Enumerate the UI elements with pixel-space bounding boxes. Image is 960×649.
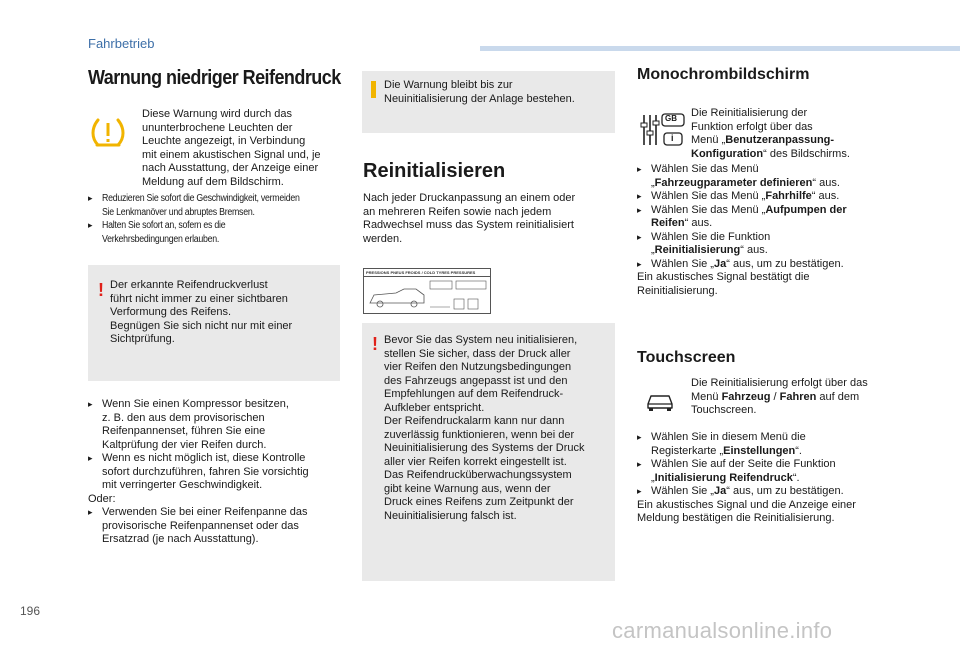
urgent-instructions: ▸ Reduzieren Sie sofort die Geschwindigkeit, vermeiden Sie Lenkmanöver und abruptes Bremsen. ▸ Halten Sie sofort an, sofern es die Verkehrsbedingungen erlauben. [88,193,300,245]
arrow-icon: ▸ [88,507,93,517]
page-title: Warnung niedriger Reifendruck [88,67,341,89]
reinit-paragraph: Nach jeder Druckanpassung an einem oder an mehreren Reifen sowie nach jedem Radwechsel muss das System reinitialisiert werden. [363,192,576,245]
arrow-icon: ▸ [637,164,642,174]
info-badge: i [671,133,674,143]
info-box: Die Warnung bleibt bis zur Neuinitialisierung der Anlage bestehen. [362,71,615,133]
section-label: Fahrbetrieb [88,36,155,51]
section-title-touch: Touchscreen [637,349,736,366]
gb-badge: GB [665,114,677,123]
tire-pressure-warning-icon [90,116,126,150]
check-instructions: ▸ Wenn Sie einen Kompressor besitzen, z. B. den aus dem provisorischen Reifenpannenset, führen Sie eine Kaltprüfung der vier Reifen durch. ▸ Wenn es nicht möglich ist, diese Kontrolle sofort durchzuführen, fahren Sie vorsichtig mit verringerter Geschwindigkeit. Oder: ▸ Verwenden Sie bei einer Reifenpanne das provisorische Reifenpannenset oder das Ersatzrad (je nach Ausstattung). [88,398,309,545]
page-number: 196 [20,604,41,618]
arrow-icon: ▸ [637,258,642,269]
car-icon [645,390,675,412]
arrow-icon: ▸ [637,486,642,496]
arrow-icon: ▸ [88,399,93,409]
car-outline-icon [364,277,490,315]
watermark: carmanualsonline.info [612,618,833,643]
arrow-icon: ▸ [637,459,642,469]
arrow-icon: ▸ [637,204,642,215]
arrow-icon: ▸ [637,191,642,201]
label-text: PRESSIONS PNEUS FROIDS / COLD TYRES PRESSURES [366,270,476,275]
warning-box: ! Der erkannte Reifendruckverlust führt nicht immer zu einer sichtbaren Verformung des Reifens. Begnügen Sie sich nicht nur mit einer Sichtprüfung. [88,265,340,381]
arrow-icon: ▸ [637,432,642,442]
touch-intro: Die Reinitialisierung erfolgt über das Menü Fahrzeug / Fahren auf dem Touchscreen. [691,377,868,416]
warning-intro: Diese Warnung wird durch das ununterbrochene Leuchten der Leuchte angezeigt, in Verbindung mit einem akustischen Signal und, je nach Ausstattung, der Anzeige einer Meldung auf dem Bildschirm. [142,108,321,188]
mono-steps: ▸ Wählen Sie das Menü „Fahrzeugparameter definieren“ aus. ▸ Wählen Sie das Menü „Fahrhilfe“ aus. ▸ Wählen Sie das Menü „Aufpumpen der Reifen“ aus. ▸ Wählen Sie die Funktion „Reinitialisierung“ aus. ▸ Wählen Sie „Ja“ aus, um zu bestätigen. Ein akustisches Signal bestätigt die Reinitialisierung. [637,163,847,297]
warning-box-reinit: ! Bevor Sie das System neu initialisieren, stellen Sie sicher, dass der Druck aller vier Reifen den Nutzungsbedingungen des Fahrzeugs angepasst ist und den Empfehlungen auf dem Reifendruck- Aufkleber entspricht. Der Reifendruckalarm kann nur dann zuverlässig funktionieren, wenn bei der Neuinitialisierung des Systems der Druck aller vier Reifen korrekt eingestellt ist. Das Reifendrucküberwachungssystem gibt keine Warnung aus, wenn der Druck eines Reifens zum Zeitpunkt der Neuinitialisierung falsch ist. [362,323,615,581]
tyre-pressure-label-image [363,268,491,314]
arrow-icon: ▸ [88,453,93,463]
monochrome-screen-icon [640,113,686,147]
header-bar [480,46,960,51]
arrow-icon: ▸ [88,220,93,230]
section-title-reinit: Reinitialisieren [363,160,506,182]
touch-steps: ▸ Wählen Sie in diesem Menü die Registerkarte „Einstellungen“. ▸ Wählen Sie auf der Seite die Funktion „Initialisierung Reifendruck“. ▸ Wählen Sie „Ja“ aus, um zu bestätigen. Ein akustisches Signal und die Anzeige einer Meldung bestätigen die Reinitialisierung. [637,431,856,524]
exclamation-icon: ! [372,334,378,354]
section-title-mono: Monochrombildschirm [637,66,810,83]
mono-intro: Die Reinitialisierung der Funktion erfolgt über das Menü „Benutzeranpassung- Konfiguration“ des Bildschirms. [691,107,850,160]
arrow-icon: ▸ [88,193,93,203]
info-icon [371,81,376,98]
arrow-icon: ▸ [637,231,642,242]
exclamation-icon: ! [98,280,104,300]
